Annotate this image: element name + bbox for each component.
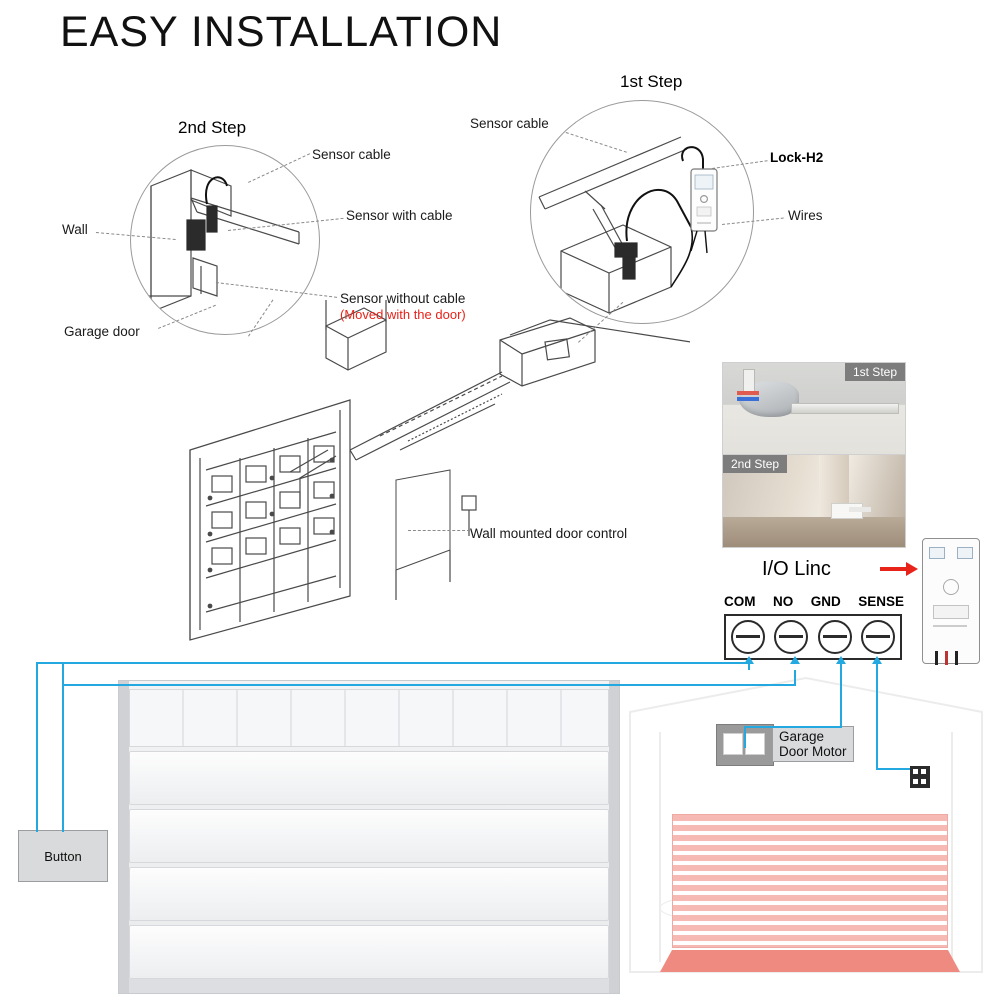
button-label: Button: [44, 848, 82, 864]
label-wall: Wall: [62, 222, 88, 237]
label-sensor-cable-1st: Sensor cable: [470, 116, 549, 131]
door-panel-1: [129, 751, 609, 805]
wire-arrow-sense: [872, 656, 882, 664]
callout-1st-step: [530, 100, 754, 324]
wire-horizontal-top-2: [62, 684, 796, 686]
wire-to-no: [794, 670, 796, 686]
door-top-slats: [129, 689, 609, 747]
terminal-screw-gnd[interactable]: [818, 620, 852, 654]
terminal-label-no: NO: [772, 594, 794, 609]
button-box[interactable]: [18, 830, 108, 882]
photo-tag-1st-step: 1st Step: [845, 363, 905, 381]
callout-2nd-step: [130, 145, 320, 335]
wire-button-vertical-1: [36, 662, 38, 832]
label-garage-door: Garage door: [64, 324, 140, 339]
wire-sense-vertical: [876, 664, 878, 768]
iolinc-module: [922, 538, 980, 664]
terminal-label-gnd: GND: [810, 594, 841, 609]
door-sensor-chip: [910, 766, 930, 788]
terminal-screw-no[interactable]: [774, 620, 808, 654]
wire-gnd-vertical: [840, 664, 842, 726]
terminal-label-sense: SENSE: [858, 594, 904, 609]
label-sensor-with-cable: Sensor with cable: [346, 208, 453, 223]
wire-gnd-down-to-motor: [744, 726, 746, 748]
door-panel-3: [129, 867, 609, 921]
wire-arrow-gnd: [836, 656, 846, 664]
iolinc-title: I/O Linc: [762, 558, 831, 580]
room-render: [620, 672, 992, 998]
label-wires: Wires: [788, 208, 823, 223]
opener-rail-photo: [722, 362, 906, 456]
label-sensor-cable-2nd: Sensor cable: [312, 147, 391, 162]
label-lock-h2: Lock-H2: [770, 150, 824, 165]
photo-tag-2nd-step: 2nd Step: [723, 455, 787, 473]
main-garage-diagram: [150, 300, 690, 650]
wire-button-vertical-2: [62, 662, 64, 832]
motor-label-line2: Door Motor: [779, 744, 847, 759]
red-arrow-shaft: [880, 567, 908, 571]
wire-arrow-no: [790, 656, 800, 664]
garage-door-render: [118, 680, 620, 994]
label-2nd-step-callout: 2nd Step: [178, 118, 247, 137]
wire-sense-horizontal: [876, 768, 910, 770]
page-title: EASY INSTALLATION: [60, 8, 503, 56]
iolinc-terminal-labels: [724, 594, 904, 609]
wire-horizontal-top-1: [36, 662, 750, 664]
terminal-screw-sense[interactable]: [861, 620, 895, 654]
leader-wall-control-2: [408, 530, 470, 531]
door-panel-4: [129, 925, 609, 979]
beam-door-floor-strip: [660, 950, 960, 972]
wire-arrow-com: [744, 656, 754, 664]
label-moved-with-the-door: (Moved with the door): [340, 307, 466, 322]
terminal-screw-com[interactable]: [731, 620, 765, 654]
motor-label-line1: Garage: [779, 729, 825, 744]
terminal-label-com: COM: [724, 594, 756, 609]
label-sensor-without-cable: Sensor without cable: [340, 291, 466, 306]
label-1st-step-callout: 1st Step: [620, 72, 683, 91]
iolinc-terminal-block[interactable]: [724, 614, 902, 660]
garage-door-motor-label: [772, 726, 854, 762]
door-jamb-photo: [722, 454, 906, 548]
beam-door-panel: [672, 814, 948, 948]
wire-gnd-horizontal: [744, 726, 842, 728]
door-panel-2: [129, 809, 609, 863]
label-wall-mounted-door-control: Wall mounted door control: [470, 526, 628, 541]
